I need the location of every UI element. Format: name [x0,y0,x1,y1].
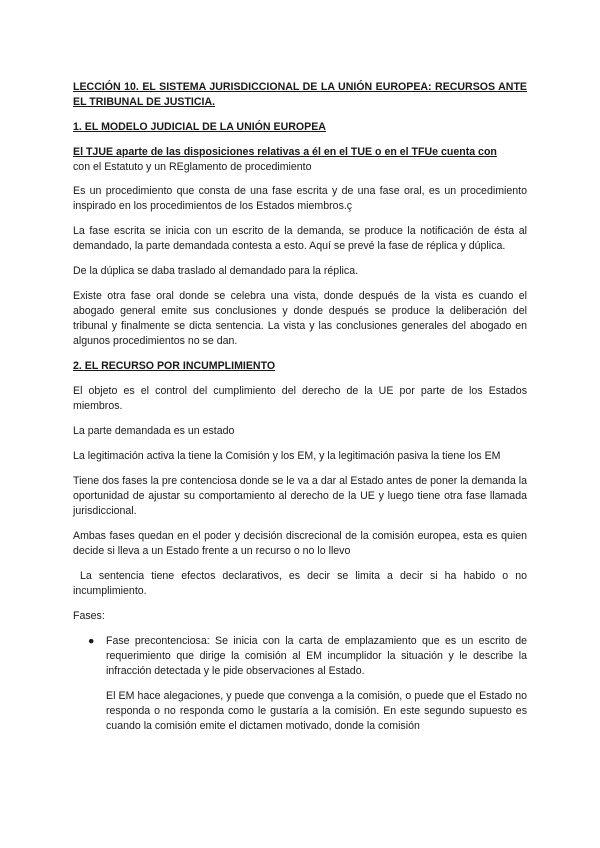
paragraph: Ambas fases quedan en el poder y decisión discrecional de la comisión europea, esta es quien decide si lleva a un Estado frente a un recurso o no lo llevo [73,530,527,557]
paragraph: La legitimación activa la tiene la Comisión y los EM, y la legitimación pasiva la tiene los EM [73,450,501,462]
section-1-heading: 1. EL MODELO JUDICIAL DE LA UNIÓN EUROPEA [73,121,326,133]
paragraph: Fases: [73,610,105,622]
paragraph: El objeto es el control del cumplimiento del derecho de la UE por parte de los Estados miembros. [73,385,527,412]
paragraph: La sentencia tiene efectos declarativos, es decir se limita a decir si ha habido o no incumplimiento. [73,570,530,597]
bullet-icon: ● [88,635,95,647]
intro-bold-line: El TJUE aparte de las disposiciones relativas a él en el TUE o en el TFUe cuenta con [73,146,497,158]
paragraph: La fase escrita se inicia con un escrito de la demanda, se produce la notificación de ésta al demandado, la parte demandada contesta a esto. Aquí se prevé la fase de réplica y dúplica. [73,225,527,252]
document-title: LECCIÓN 10. EL SISTEMA JURISDICCIONAL DE LA UNIÓN EUROPEA: RECURSOS ANTE EL TRIBUNAL DE JUSTICIA. [73,81,527,108]
paragraph: La parte demandada es un estado [73,425,235,437]
paragraph: Tiene dos fases la pre contenciosa donde se le va a dar al Estado antes de poner la demanda la oportunidad de ajustar su comportamiento al derecho de la UE y luego tiene otra fase llamada jurisdiccional. [73,475,527,517]
paragraph: De la dúplica se daba traslado al demandado para la réplica. [73,265,359,277]
intro-rest-line: con el Estatuto y un REglamento de procedimiento [73,160,312,173]
section-1-intro [73,145,527,174]
bullet-text: Fase precontenciosa: Se inicia con la carta de emplazamiento que es un escrito de requerimiento que dirige la comisión al EM incumplidor la situación y le describe la infracción detectada y le pide observaciones al Estado. [106,635,527,677]
paragraph: Es un procedimiento que consta de una fase escrita y de una fase oral, es un procedimiento inspirado en los procedimientos de los Estados miembros.ç [73,185,527,212]
document-page [73,80,530,744]
bullet-item [73,634,527,734]
paragraph: Existe otra fase oral donde se celebra una vista, donde después de la vista es cuando el abogado general emite sus conclusiones y donde después se produce la deliberación del tribunal y finalmente se dicta sentencia. La vista y las conclusiones generales del abogado en algunos procedimientos no se dan. [73,290,527,347]
bullet-continuation: El EM hace alegaciones, y puede que convenga a la comisión, o puede que el Estado no responda o no responda como le gustaría a la comisión. En este segundo supuesto es cuando la comisión emite el dictamen motivado, donde la comisión [106,690,527,732]
section-2-heading: 2. EL RECURSO POR INCUMPLIMIENTO [73,360,276,372]
